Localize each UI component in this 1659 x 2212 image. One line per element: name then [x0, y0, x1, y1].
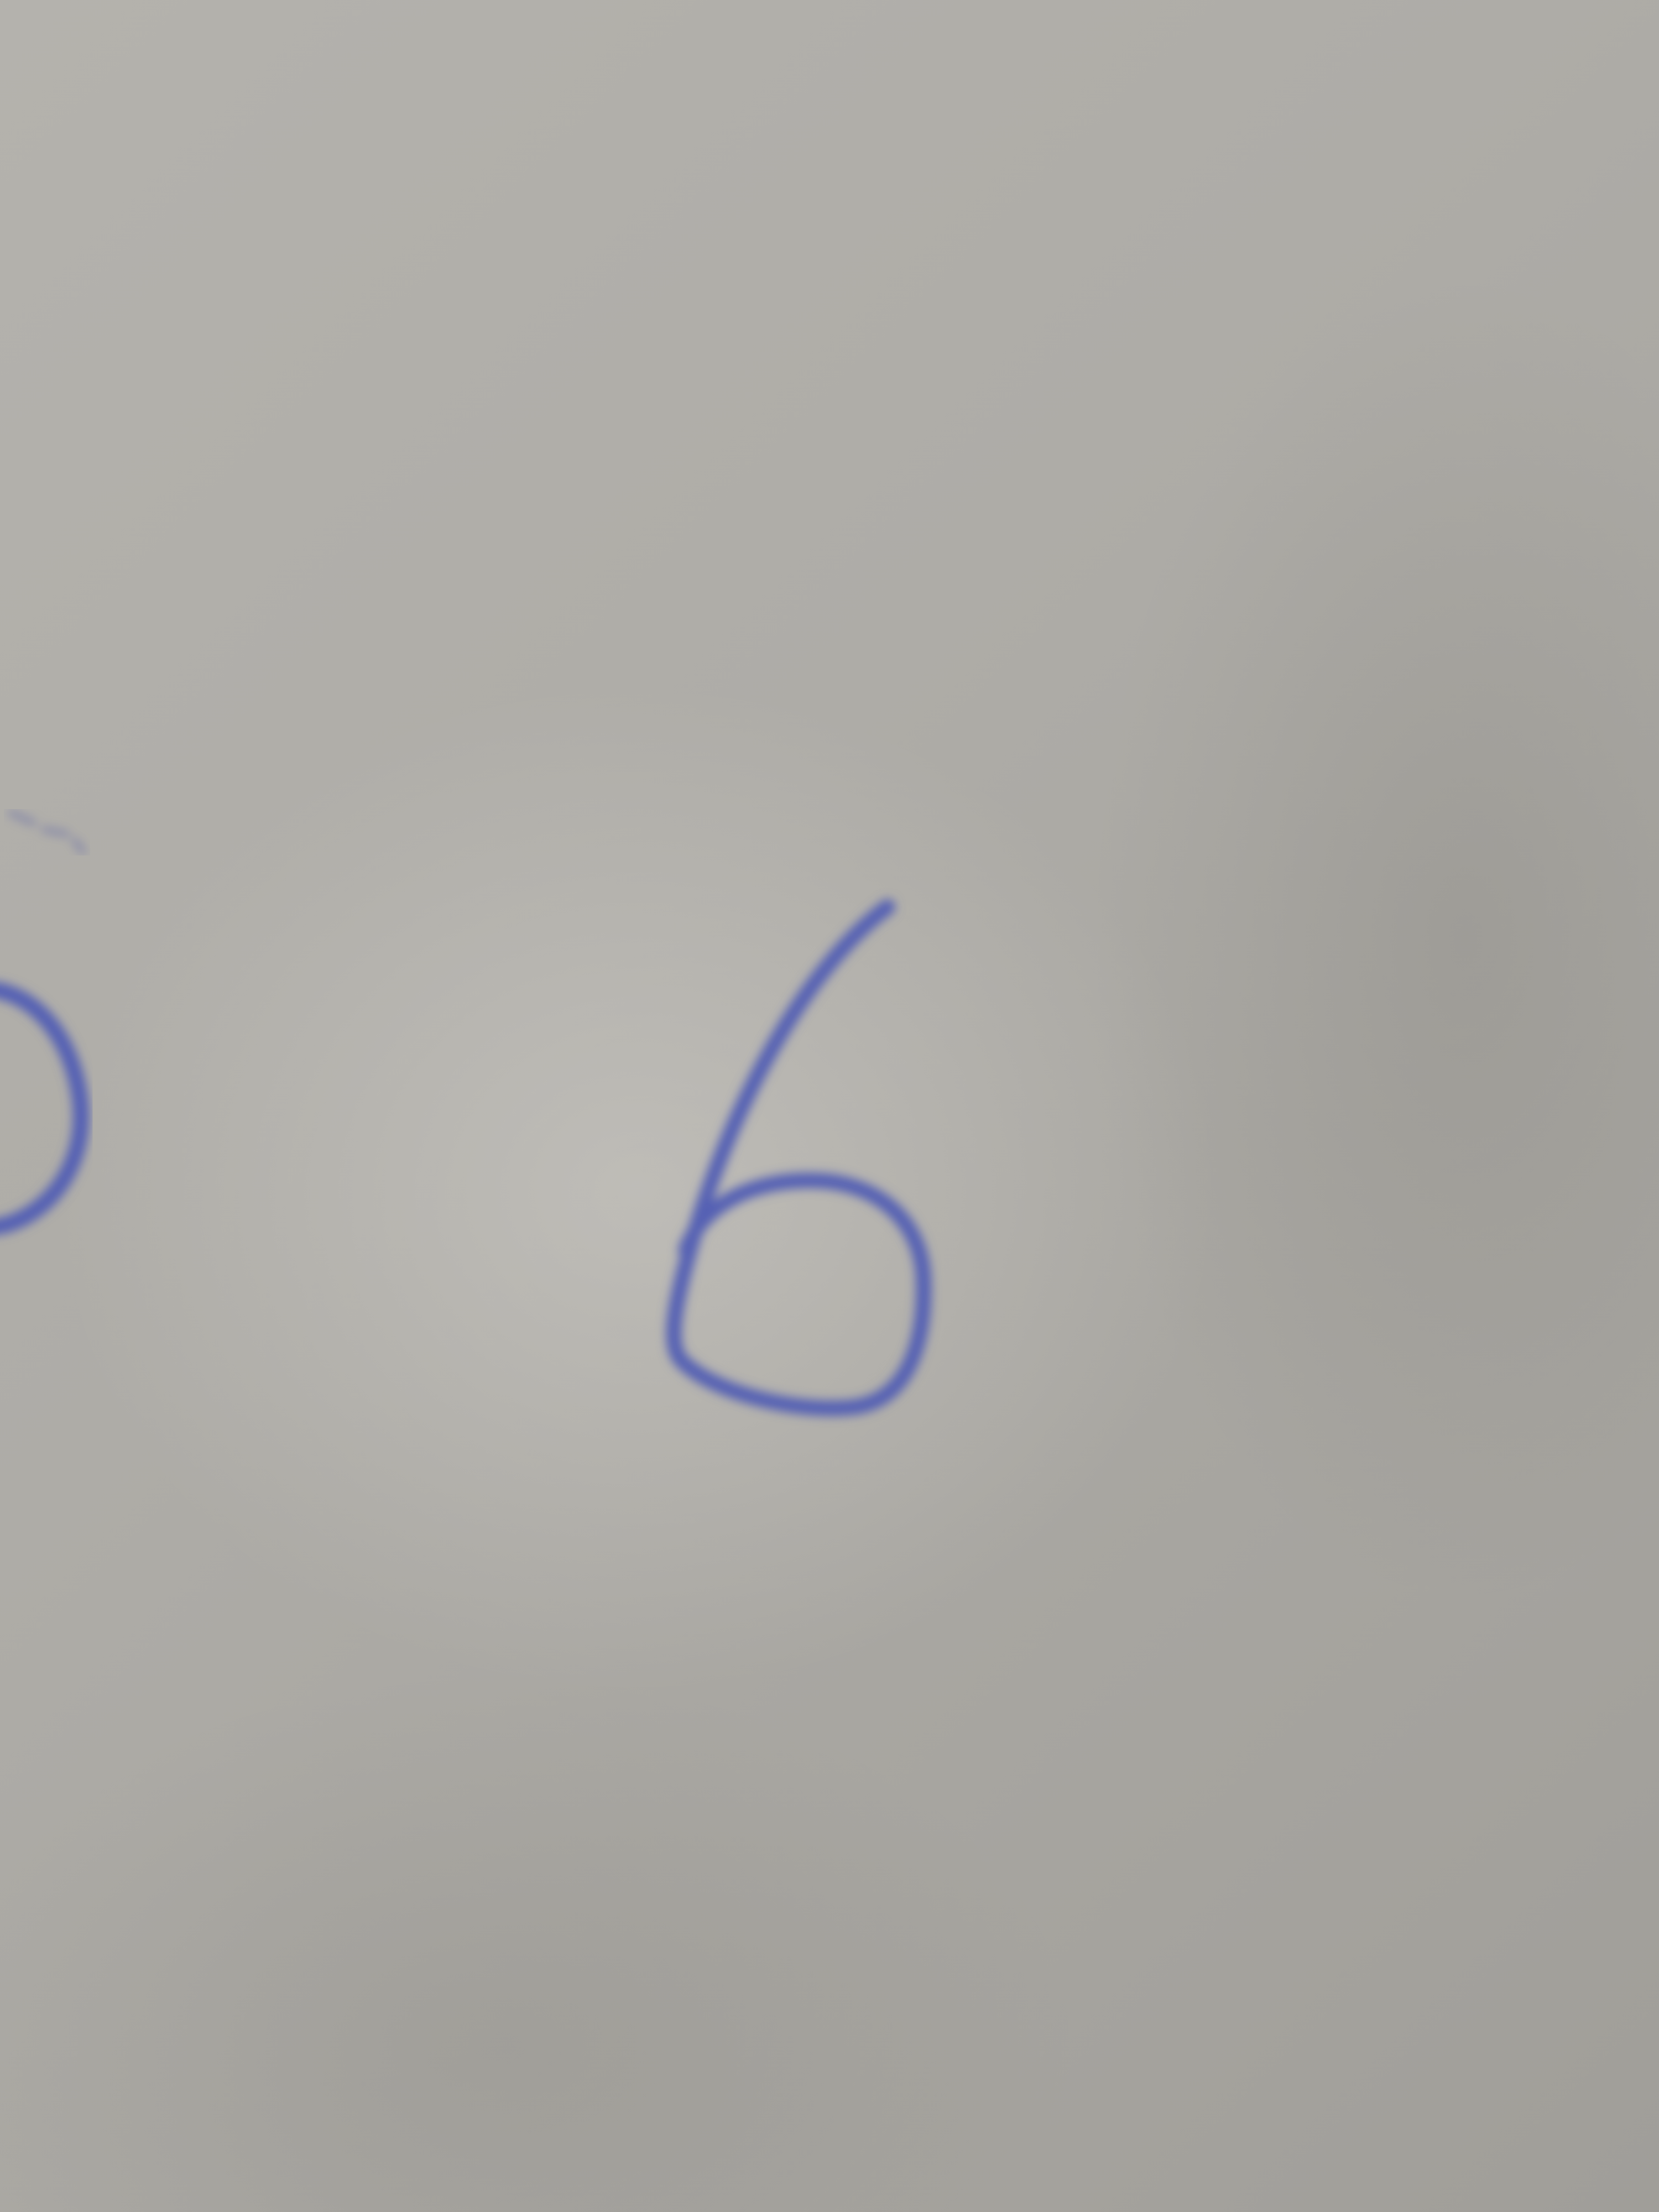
handwritten-digit-5: [0, 990, 81, 1227]
faint-ink-mark: [11, 813, 83, 852]
handwritten-digit-6: [674, 907, 924, 1408]
